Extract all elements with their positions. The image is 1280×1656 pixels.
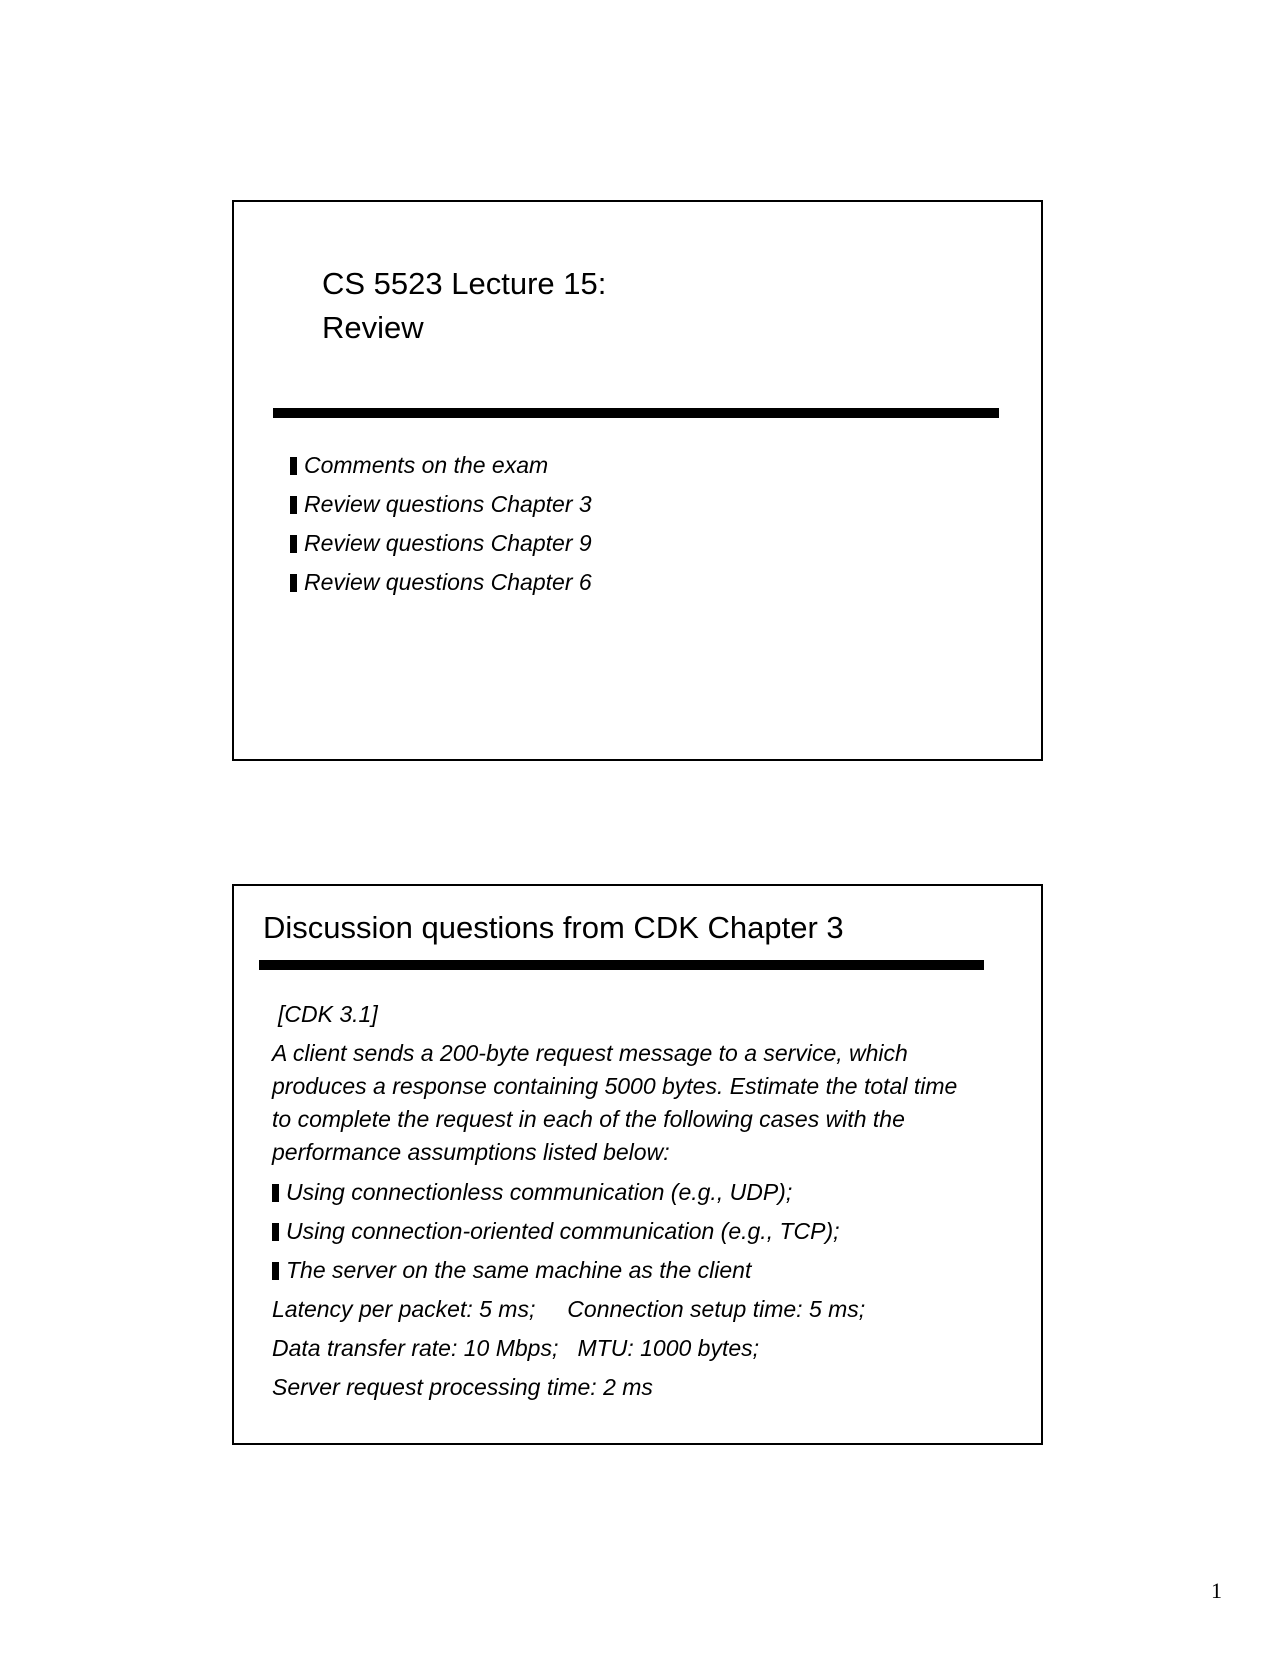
slide-2: [232, 884, 1043, 1445]
bullet-icon: [290, 457, 297, 475]
slide-2-title: Discussion questions from CDK Chapter 3: [263, 910, 844, 945]
list-item: [290, 446, 592, 485]
list-item: [290, 563, 592, 602]
bullet-icon: [272, 1223, 279, 1241]
bullet-icon: [290, 535, 297, 553]
list-item: [272, 1212, 972, 1251]
spec-line: Data transfer rate: 10 Mbps; MTU: 1000 bytes;: [272, 1335, 760, 1361]
list-item: [290, 524, 592, 563]
page-number: 1: [1211, 1578, 1222, 1603]
cases-list: [272, 1173, 972, 1290]
list-item-text: Review questions Chapter 3: [304, 491, 592, 517]
list-item: [272, 1173, 972, 1212]
bullet-icon: [290, 574, 297, 592]
bullet-icon: [272, 1262, 279, 1280]
bullet-icon: [272, 1184, 279, 1202]
list-item-text: Using connectionless communication (e.g., UDP);: [286, 1179, 793, 1205]
question-reference: [CDK 3.1]: [278, 1001, 378, 1027]
list-item-text: The server on the same machine as the client: [286, 1257, 752, 1283]
title-line-2: Review: [322, 310, 424, 345]
agenda-list: [290, 446, 592, 602]
list-item: [290, 485, 592, 524]
question-paragraph: A client sends a 200-byte request message to a service, which produces a response containing 5000 bytes. Estimate the total time to complete the request in each of the following cases with the performance assumptions listed below:: [272, 1040, 958, 1165]
bullet-icon: [290, 496, 297, 514]
list-item-text: Review questions Chapter 9: [304, 530, 592, 556]
title-divider: [259, 960, 984, 970]
list-item-text: Using connection-oriented communication (e.g., TCP);: [286, 1218, 840, 1244]
slide-1: [232, 200, 1043, 761]
list-item: [272, 1251, 972, 1290]
title-divider: [273, 408, 999, 418]
list-item-text: Review questions Chapter 6: [304, 569, 592, 595]
spec-line: Latency per packet: 5 ms; Connection setup time: 5 ms;: [272, 1296, 866, 1322]
list-item-text: Comments on the exam: [304, 452, 549, 478]
slide-1-title: [322, 262, 606, 350]
spec-line: Server request processing time: 2 ms: [272, 1374, 653, 1400]
question-body: [272, 998, 972, 1407]
title-line-1: CS 5523 Lecture 15:: [322, 266, 607, 301]
